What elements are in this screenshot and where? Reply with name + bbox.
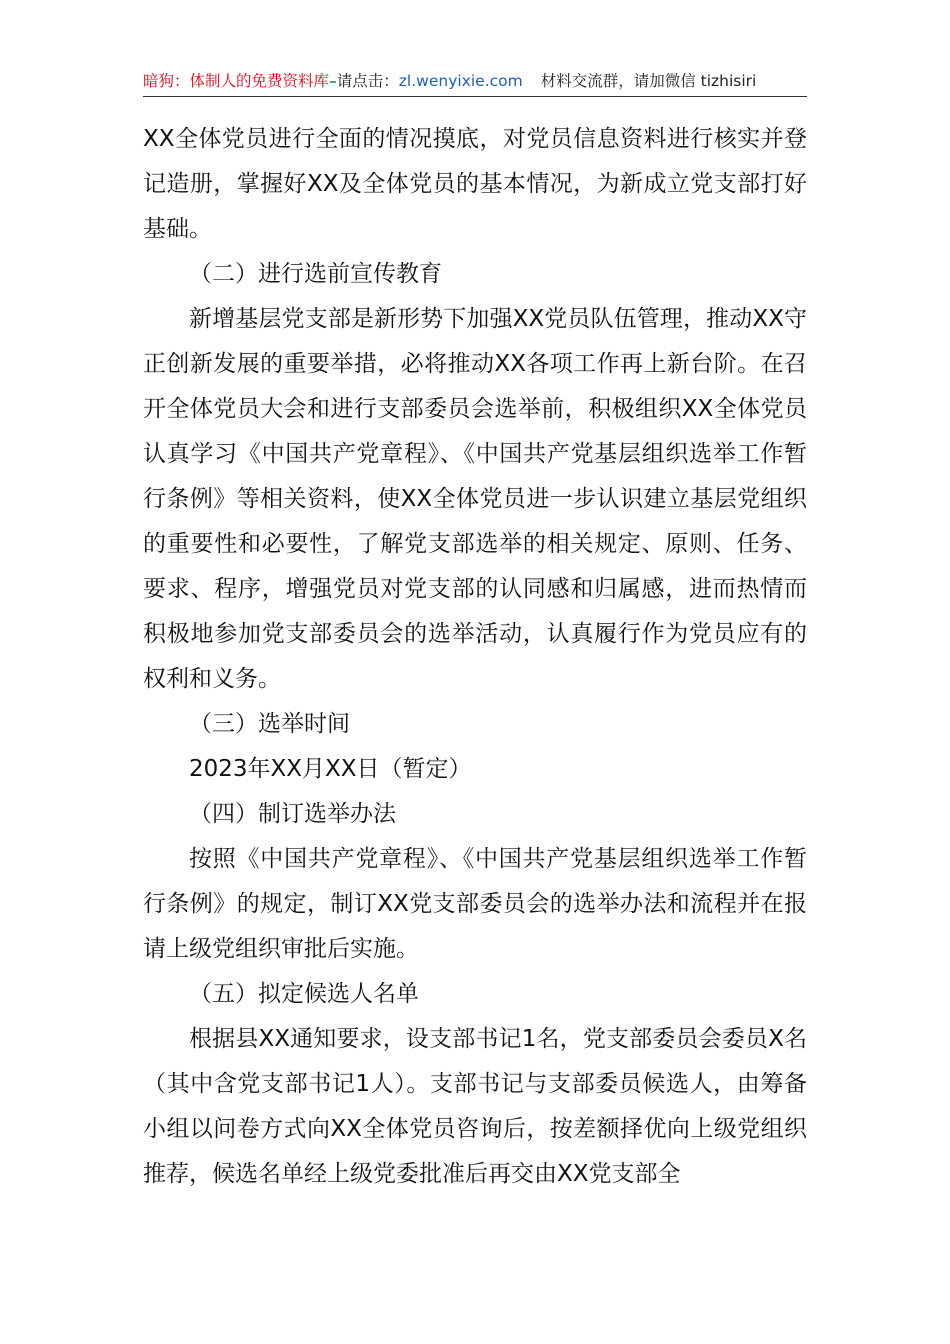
header-site-name: 暗狗：体制人的免费资料库 — [143, 72, 330, 90]
paragraph-candidates: 根据县XX通知要求，设支部书记1名，党支部委员会委员X名（其中含党支部书记1人）。支部书记与支部委员候选人，由筹备小组以问卷方式向XX全体党员咨询后，按差额择优向上级党组织推荐，候选名单经上级党委批准后再交由XX党支部全 — [143, 1026, 807, 1187]
paragraph-election-date: 2023年XX月XX日（暂定） — [189, 756, 472, 782]
header-click-prompt: –请点击： — [329, 72, 399, 90]
section-heading-4: （四）制订选举办法 — [189, 801, 396, 827]
paragraph-election-method: 按照《中国共产党章程》、《中国共产党基层组织选举工作暂行条例》的规定，制订XX党支部委员会的选举办法和流程并在报请上级党组织审批后实施。 — [143, 846, 807, 962]
paragraph-education: 新增基层党支部是新形势下加强XX党员队伍管理，推动XX守正创新发展的重要举措，必将推动XX各项工作再上新台阶。在召开全体党员大会和进行支部委员会选举前，积极组织XX全体党员认真学习《中国共产党章程》、《中国共产党基层组织选举工作暂行条例》等相关资料，使XX全体党员进一步认识建立基层党组织的重要性和必要性，了解党支部选举的相关规定、原则、任务、要求、程序，增强党员对党支部的认同感和归属感，进而热情而积极地参加党支部委员会的选举活动，认真履行作为党员应有的权利和义务。 — [143, 306, 807, 692]
section-heading-2: （二）进行选前宣传教育 — [189, 261, 442, 287]
section-heading-5: （五）拟定候选人名单 — [189, 981, 419, 1007]
document-body — [143, 117, 807, 1197]
section-heading-3: （三）选举时间 — [189, 711, 350, 737]
header-wechat-note: 材料交流群，请加微信 tizhisiri — [540, 72, 757, 90]
header-url-link[interactable]: zl.wenyixie.com — [398, 72, 523, 90]
page-header — [143, 68, 807, 97]
paragraph-continuation: XX全体党员进行全面的情况摸底，对党员信息资料进行核实并登记造册，掌握好XX及全体党员的基本情况，为新成立党支部打好基础。 — [143, 126, 807, 242]
